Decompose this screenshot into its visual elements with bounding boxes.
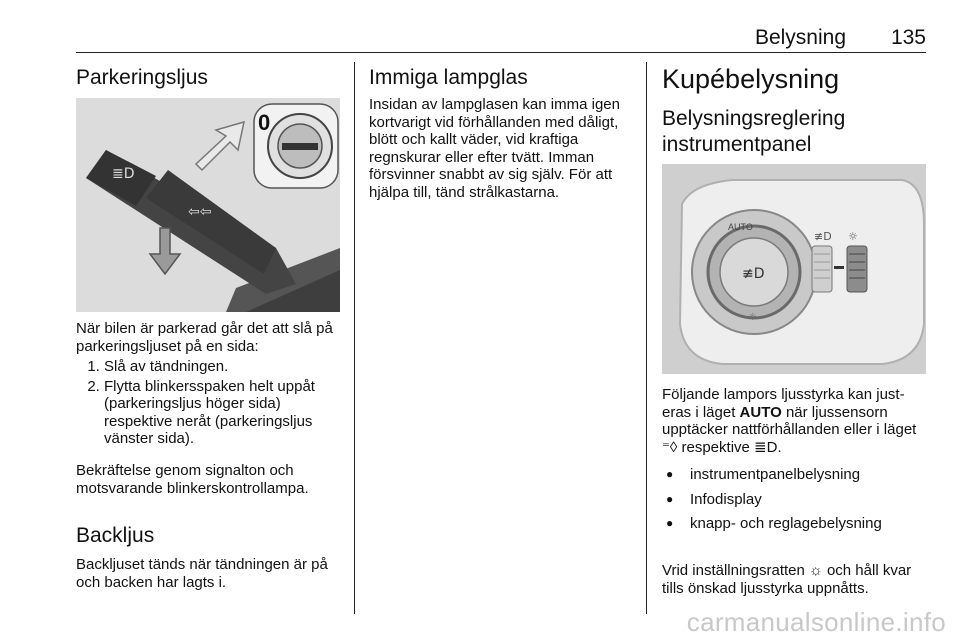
column-divider	[646, 62, 647, 614]
header-rule	[76, 52, 926, 53]
light-switch-panel-illustration	[662, 164, 926, 374]
page-header	[76, 26, 926, 50]
bullet-icon: ●	[666, 467, 674, 481]
list-item: ● Infodisplay	[666, 490, 762, 508]
step-item: 1. Slå av tändningen.	[104, 358, 340, 376]
dimmed-items-list	[662, 466, 926, 540]
svg-text:≣D: ≣D	[112, 166, 135, 182]
reverse-text-block	[76, 556, 340, 591]
parking-intro-text	[76, 320, 340, 355]
turn-signal-lever-illustration	[76, 98, 340, 312]
parking-steps	[76, 358, 340, 450]
dial-auto-label: AUTO	[728, 222, 753, 232]
dipped-beam-symbol: ≣D	[754, 438, 778, 456]
svg-text:☼: ☼	[848, 230, 858, 243]
column-divider	[354, 62, 355, 614]
dimming-instruction: Vrid inställningsratten ☼ och håll kvar tills önskad ljusstyrka uppnåtts.	[662, 562, 912, 597]
heading-reverse-light: Backljus	[76, 524, 155, 547]
section-title: Belysning	[754, 26, 846, 49]
watermark: carmanualsonline.info	[686, 607, 946, 637]
bullet-icon: ●	[666, 491, 674, 506]
ignition-position-label: 0	[258, 110, 271, 135]
list-item: ● knapp- och reglagebelysning	[666, 515, 882, 532]
brightness-icon: ☼	[809, 562, 823, 579]
svg-text:⇦⇦: ⇦⇦	[188, 204, 212, 220]
parking-light-symbol: ⁼◊	[662, 438, 682, 456]
fogged-text: Insidan av lampglasen kan imma igen kortvarigt vid förhållanden med dåligt, blött och kallt väder, vid kraftiga regnskurar eller efter tvätt. Imman försvinner snabbt av sig själv. För att hjälpa till, tänd strålkastarna.	[369, 96, 620, 201]
dimming-text-block	[662, 386, 926, 456]
step-item: 2. Flytta blinkersspaken helt uppåt (parkeringsljus höger sida) respektive neråt (parkeringsljus vänster sida).	[104, 378, 340, 448]
reverse-text: Backljuset tänds när tändningen är på och backen har lagts i.	[76, 556, 328, 591]
bullet-icon: ●	[666, 516, 674, 530]
heading-fogged-lenses: Immiga lampglas	[369, 66, 528, 89]
svg-text:≢D: ≢D	[742, 266, 765, 282]
svg-text:☼: ☼	[748, 312, 757, 323]
heading-parking-lights: Parkeringsljus	[76, 66, 208, 89]
auto-mode-label: AUTO	[739, 403, 782, 421]
heading-instrument-dimming: Belysningsreglering instrumentpanel	[662, 107, 846, 156]
page-number: 135	[890, 26, 926, 49]
confirm-text: Bekräftelse genom signalton och motsvarande blinkerskontrollampa.	[76, 462, 309, 497]
parking-intro: När bilen är parkerad går det att slå på parkeringsljuset på en sida:	[76, 320, 333, 355]
fogged-text-block	[369, 96, 633, 201]
dimming-text: Följande lampors ljusstyrka kan justeras i läget AUTO när ljussensorn upptäcker nattförhållanden eller i läget ⁼◊ respektive ≣D.	[662, 386, 917, 456]
list-item: ● instrumentpanelbelysning	[666, 466, 861, 483]
dimming-instruction-block	[662, 562, 926, 597]
svg-text:≢D: ≢D	[814, 230, 832, 243]
heading-interior-lighting: Kupébelysning	[662, 64, 840, 94]
confirm-text-block	[76, 462, 340, 497]
